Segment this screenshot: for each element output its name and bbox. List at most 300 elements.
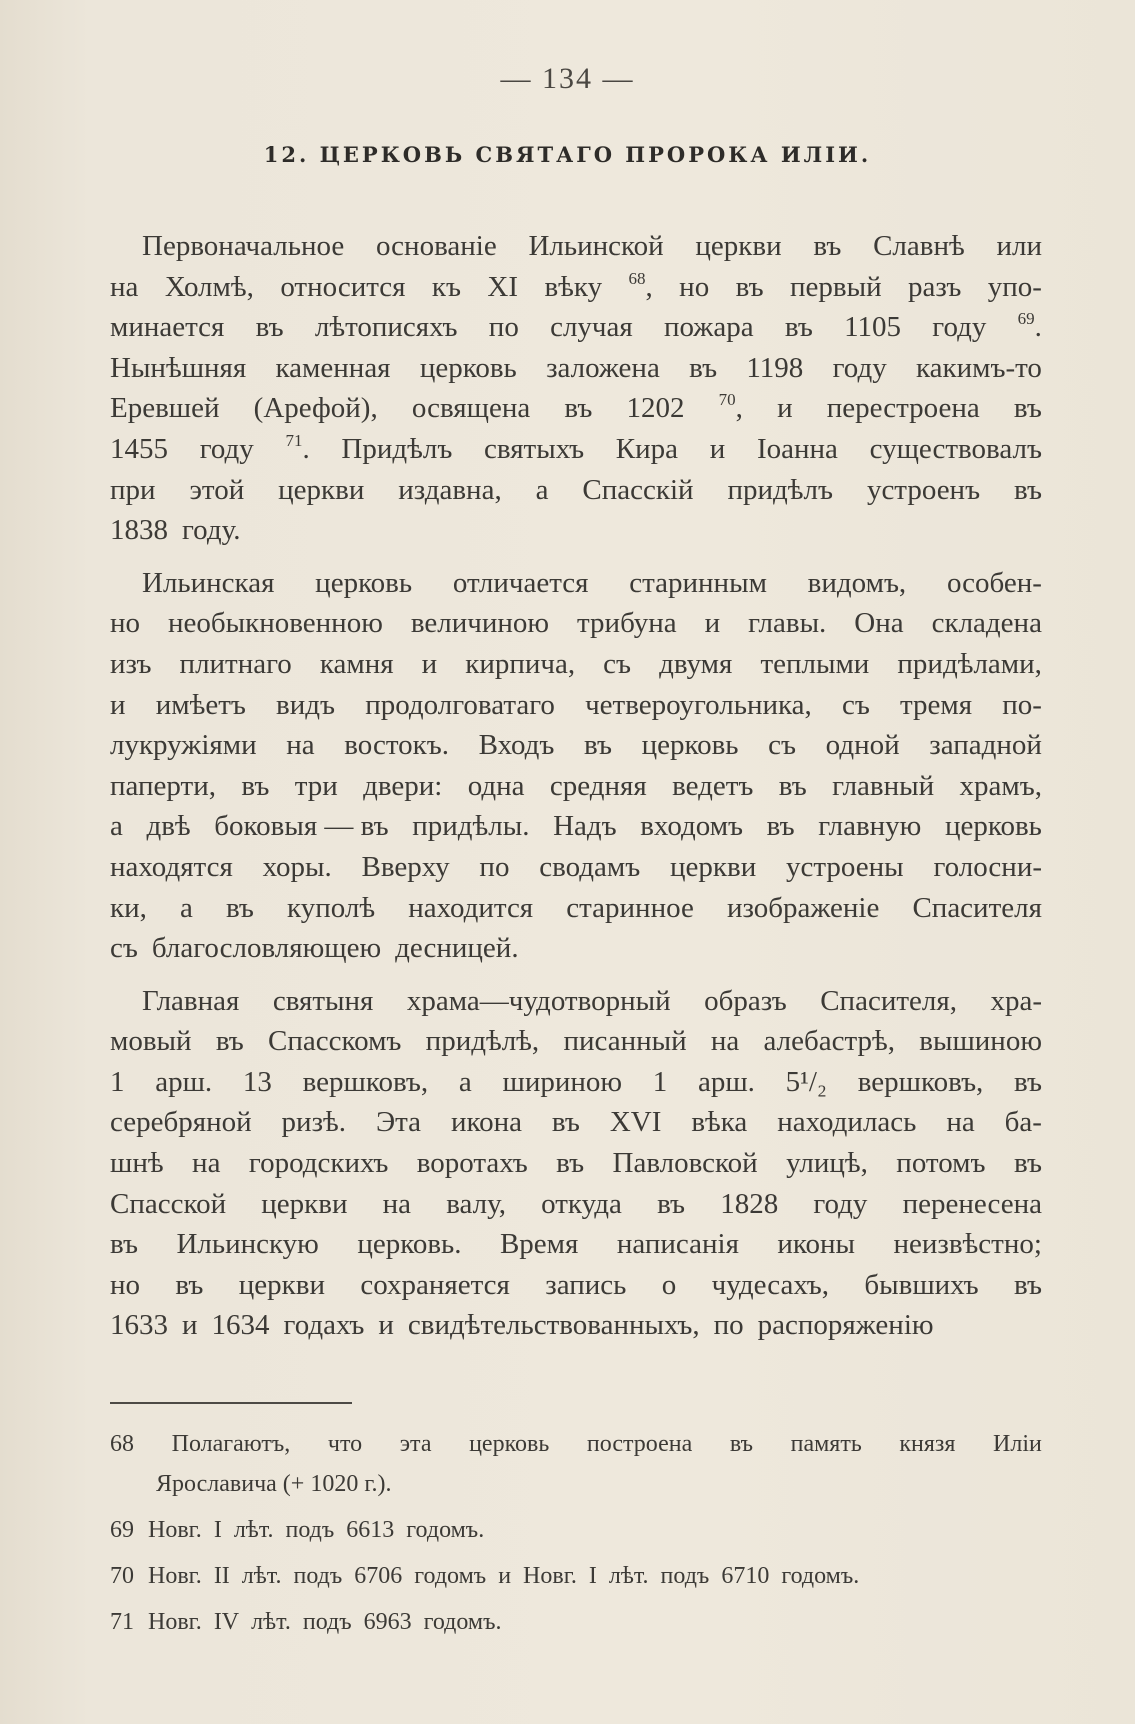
footnote-marker: 69 [1017,309,1035,329]
word: величиною [410,607,550,640]
word: благословляющею [151,932,382,965]
word: 1634 [211,1309,270,1342]
paragraph [110,563,1042,969]
word: церкви [278,473,365,506]
footnote-word: 6963 [363,1609,412,1635]
text-line [110,348,1042,389]
word: трибуна [577,607,677,640]
paragraph [110,981,1042,1346]
word: Время [499,1228,579,1261]
word: въ [1013,1147,1042,1180]
word: церкви [261,1187,348,1220]
word: церковь [641,729,739,762]
footnote-word: князя [899,1431,956,1457]
footnote-word: подъ [302,1609,352,1635]
word: придѣлъ [727,473,834,506]
word: въ [813,230,842,262]
word: чудесахъ, [711,1268,829,1301]
word: съ [110,932,138,965]
footnote-word: Полагаютъ, [171,1431,291,1457]
word: XVI [609,1106,662,1139]
word: западной [929,729,1042,762]
word: въ [1014,473,1042,506]
word: съ [603,647,632,680]
footnote-word: въ [729,1431,753,1457]
word: въ [1013,1268,1042,1301]
word: году [813,1187,868,1220]
word: въ [241,769,270,802]
word: одной [825,729,900,762]
footnote-word: лѣт. [233,1517,274,1543]
footnote-word: II [213,1563,230,1589]
word: Ильинской [528,230,664,262]
word: Она [854,607,904,640]
word: святыня [272,984,374,1017]
footnote-word: Иліи [993,1431,1042,1457]
word: сохраняется [360,1268,510,1301]
word: 5¹/₂ [785,1065,828,1098]
word: въ [584,729,612,762]
word: году [932,311,987,344]
word: продолговатаго [365,688,555,721]
word: изображеніе [726,891,880,924]
word: церкви [238,1268,325,1301]
word: бывшихъ [864,1268,979,1301]
word: Входъ [478,729,555,762]
word: по [488,311,519,344]
footnote-word: и [498,1563,512,1589]
word: шнѣ [110,1147,164,1180]
word: но [110,1268,141,1301]
word: а [179,891,193,924]
body-text [110,226,1042,1346]
word: необыкновенною [168,607,383,640]
word: двѣ [146,810,191,843]
footnote-marker: 70 [718,390,736,410]
text-line [110,267,1042,308]
word: алебастрѣ, [763,1025,896,1058]
word: Придѣлъ [341,432,453,465]
word: ведетъ [672,769,754,802]
word: голосни- [933,850,1042,883]
footnote-word: подъ [293,1563,343,1589]
paragraph-gap [110,551,1042,563]
word: Спасскій [582,473,694,506]
word: 13 [242,1065,272,1098]
footnote-70 [110,1556,1042,1596]
word: храмъ, [959,769,1042,802]
word: а [110,810,123,843]
word: Вверху [361,850,450,883]
word: храма—чудотворный [406,984,671,1017]
word: средняя [549,769,647,802]
word: а [458,1065,472,1098]
word: образъ [704,984,787,1017]
text-line [110,1265,1042,1306]
word: куполѣ [287,891,376,924]
footnote-word: построена [586,1431,693,1457]
word: въ [564,392,593,425]
word: Славнѣ [873,230,965,262]
word: видъ [276,688,336,721]
word: въ [689,351,718,384]
word: святыхъ [484,432,585,465]
word: двумя [659,647,733,680]
word: теплыми [760,647,870,680]
word: по [713,1309,744,1342]
footnote-marker: 71 [285,430,303,450]
word: на [286,729,315,762]
word: въ [657,1187,686,1220]
word: Надъ [553,810,617,843]
word: Нынѣшняя [110,351,247,384]
word: придѣлами, [897,647,1042,680]
word: въ [778,769,807,802]
word: Главная [142,984,240,1017]
word: старинным [629,566,767,599]
footnote-69 [110,1510,1042,1550]
text-line [110,1143,1042,1184]
word: и [704,607,721,640]
paragraph [110,226,1042,551]
word: въ [735,270,764,303]
word: Спасской [110,1187,227,1220]
word: ки, [110,891,147,924]
word: 1202 [626,392,685,425]
word: устроенъ [866,473,981,506]
word: съ [768,729,797,762]
word: имѣетъ [155,688,246,721]
word: церкви [670,850,757,883]
word: улицѣ, [786,1147,868,1180]
page-number: — 134 — [500,62,635,95]
word: на [110,270,139,303]
word: на [382,1187,412,1220]
footnote-word: годомъ [414,1563,487,1589]
word: въ [1013,392,1042,425]
word: основаніе [375,230,497,262]
word: боковыя — въ [214,810,389,843]
word: въ [225,891,254,924]
word: особен- [946,566,1042,599]
word: паперти, [110,769,216,802]
word: одна [467,769,525,802]
footnote-word: Новг. [148,1609,202,1635]
word: иконы [777,1228,856,1261]
footnote-word: лѣт. [608,1563,649,1589]
footnote-word: эта [399,1431,432,1457]
word: находится [408,891,534,924]
footnote-word: подъ [285,1517,335,1543]
footnote-word: годомъ. [406,1517,485,1543]
word: 1 [652,1065,668,1098]
word: Первоначальное [142,230,345,262]
word: Кира [615,432,679,465]
footnote-68 [110,1424,1042,1464]
word: а [535,473,549,506]
word: относится [280,270,406,303]
word: двери: [363,769,443,802]
word: кирпича, [465,647,576,680]
word: этой [189,473,245,506]
footnote-number: 69 [110,1517,134,1543]
word: изъ [110,647,152,680]
word: минается [110,311,225,344]
text-line [110,226,1042,267]
word: церкви [695,230,782,262]
word: церковь [944,810,1042,843]
word: шириною [502,1065,623,1098]
word: видомъ, [807,566,907,599]
word: году. [182,514,241,547]
footnote-word: лѣт. [251,1609,291,1635]
word: но [110,607,141,640]
footnote-continuation: Ярославича (+ 1020 г.). [156,1471,392,1497]
word: придѣлѣ, [425,1025,540,1058]
word: и [709,432,726,465]
footnote-word: 6613 [346,1517,395,1543]
word: въ [110,1228,138,1261]
word: церковь [315,566,413,599]
word: и [182,1309,198,1342]
footnote-number: 68 [110,1431,134,1457]
footnote-word: память [790,1431,862,1457]
word: $^{69}$. [1017,309,1042,344]
word: въ [1014,1065,1042,1098]
word: Холмѣ, [164,270,254,303]
chapter-title: 12. ЦЕРКОВЬ СВЯТАГО ПРОРОКА ИЛІИ. [263,142,872,167]
word: существовалъ [869,432,1042,465]
word: и [421,647,438,680]
word: въ [784,311,813,344]
word: пожара [664,311,754,344]
word: съ [841,688,870,721]
word: главную [818,810,922,843]
text-line [110,981,1042,1022]
word: хоры. [262,850,332,883]
text-line [110,1224,1042,1265]
footnote-marker: 68 [628,268,646,288]
word: написанія [616,1228,739,1261]
word: откуда [541,1187,622,1220]
word: издавна, [398,473,502,506]
text-line [110,1305,1042,1346]
word: сводамъ [539,850,641,883]
word: и [777,392,793,425]
word: находилась [777,1106,917,1139]
word: разъ [908,270,962,303]
word: придѣлы. [412,810,530,843]
text-line [110,888,1042,929]
word: востокъ. [344,729,449,762]
word: (Арефой), [253,392,378,425]
word: на [710,1025,740,1058]
word: 1198 [746,351,804,384]
word: $^{71}$. [285,430,310,465]
word: первый [790,270,882,303]
word: Іоанна [756,432,838,465]
word: свидѣтельствованныхъ, [407,1309,700,1342]
footnote-word: 6706 [354,1563,403,1589]
word: арш. [697,1065,755,1098]
word: освящена [411,392,531,425]
word: Еревшей [110,392,220,425]
word: при [110,473,156,506]
word: лѣтописяхъ [314,311,458,344]
word: Ильинская [142,566,275,599]
word: году [199,432,254,465]
word: городскихъ [248,1147,389,1180]
footnote-divider [110,1402,352,1404]
word: хра- [990,984,1042,1017]
text-line [110,928,1042,969]
word: перестроена [826,392,980,425]
word: главы. [748,607,827,640]
word: Павловской [612,1147,758,1180]
word: потомъ [896,1147,986,1180]
word: неизвѣстно; [893,1228,1042,1261]
word: или [996,230,1042,262]
word: къ [431,270,461,303]
word: валу, [446,1187,506,1220]
word: распоряженію [757,1309,934,1342]
word: четвероугольника, [585,688,812,721]
footnotes [110,1424,1042,1642]
word: Спасскомъ [268,1025,402,1058]
word: старинное [566,891,694,924]
text-line [110,388,1042,429]
word: въ [556,1147,585,1180]
word: ба- [1004,1106,1042,1139]
word: годахъ [283,1309,365,1342]
footnote-word: 6710 [721,1563,770,1589]
word: ризѣ. [281,1106,347,1139]
paragraph-gap [110,969,1042,981]
text-line [110,603,1042,644]
footnote-word: Новг. [523,1563,577,1589]
word: церковь. [357,1228,462,1261]
word: каменная [275,351,391,384]
text-line [110,563,1042,604]
word: Ильинскую [176,1228,319,1261]
word: лукружіями [110,729,257,762]
text-line [110,847,1042,888]
word: $^{70}$, [718,390,743,425]
word: на [192,1147,221,1180]
text-line [110,429,1042,470]
footnote-word: IV [213,1609,240,1635]
word: камня [319,647,394,680]
word: о [661,1268,677,1301]
footnote-word: Новг. [148,1517,202,1543]
word: церковь [419,351,517,384]
word: въ [215,1025,244,1058]
word: главный [832,769,935,802]
word: вершковъ, [302,1065,429,1098]
word: воротахъ [416,1147,528,1180]
text-line [110,307,1042,348]
word: мовый [110,1025,192,1058]
word: случая [550,311,633,344]
word: и [110,688,126,721]
footnote-word: годомъ. [781,1563,860,1589]
word: находятся [110,850,233,883]
word: 1455 [110,432,168,465]
footnote-word: I [213,1517,222,1543]
word: вѣку [544,270,603,303]
text-line [110,510,1042,551]
word: по [479,850,510,883]
word: вершковъ, [857,1065,984,1098]
word: заложена [546,351,660,384]
text-line [110,806,1042,847]
text-line [110,685,1042,726]
word: въ [766,810,795,843]
word: запись [545,1268,627,1301]
word: серебряной [110,1106,252,1139]
footnote-word: церковь [469,1431,550,1457]
footnote-number: 71 [110,1609,134,1635]
text-line [110,644,1042,685]
word: упо- [987,270,1042,303]
word: арш. [155,1065,213,1098]
word: отличается [452,566,589,599]
word: въ [551,1106,580,1139]
footnote-71 [110,1602,1042,1642]
footnote-word: годомъ. [423,1609,502,1635]
text-line [110,1021,1042,1062]
text-line [110,1102,1042,1143]
word: Спасителя [912,891,1042,924]
word: но [679,270,710,303]
word: десницей. [395,932,519,965]
footnote-word: I [588,1563,597,1589]
text-line [110,1184,1042,1225]
word: въ [255,311,284,344]
word: 1105 [844,311,902,344]
word: въ [175,1268,204,1301]
footnote-number: 70 [110,1563,134,1589]
word: Спасителя, [820,984,957,1017]
word: вышиною [919,1025,1042,1058]
word: 1838 [110,514,168,547]
word: писанный [563,1025,687,1058]
word: тремя [900,688,973,721]
word: Эта [375,1106,422,1139]
footnote-word: подъ [660,1563,710,1589]
word: и [378,1309,394,1342]
word: складена [931,607,1042,640]
footnote-word: Новг. [148,1563,202,1589]
word: году [832,351,887,384]
word: входомъ [640,810,744,843]
word: перенесена [902,1187,1042,1220]
word: на [946,1106,975,1139]
word: вѣка [691,1106,748,1139]
word: плитнаго [179,647,292,680]
word: XI [487,270,519,303]
word: 1 [110,1065,125,1098]
word: устроены [786,850,904,883]
footnote-word: что [327,1431,363,1457]
word: три [294,769,338,802]
text-line [110,470,1042,511]
footnote-word: лѣт. [241,1563,282,1589]
word: 1633 [110,1309,168,1342]
word: какимъ-то [916,351,1042,384]
text-line [110,725,1042,766]
word: по- [1002,688,1042,721]
